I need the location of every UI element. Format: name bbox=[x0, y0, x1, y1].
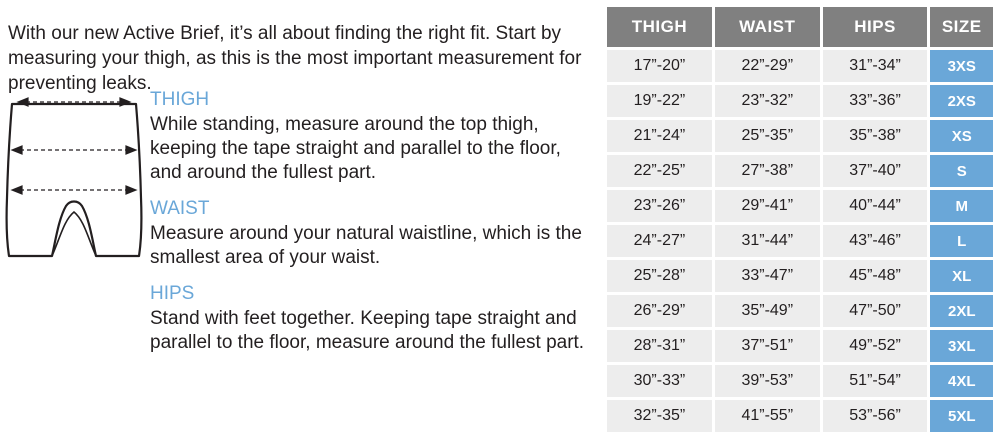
measurement-cell: 21”-24” bbox=[607, 120, 712, 152]
measurement-cell: 33”-47” bbox=[715, 260, 820, 292]
measurement-cell: 28”-31” bbox=[607, 330, 712, 362]
measurement-cell: 31”-34” bbox=[823, 50, 928, 82]
size-cell: XL bbox=[930, 260, 993, 292]
table-body bbox=[607, 50, 993, 432]
size-cell: 3XS bbox=[930, 50, 993, 82]
measurement-cell: 41”-55” bbox=[715, 400, 820, 432]
section-hips-title: HIPS bbox=[150, 283, 195, 304]
measurement-cell: 29”-41” bbox=[715, 190, 820, 222]
measurement-cell: 30”-33” bbox=[607, 365, 712, 397]
table-header-row bbox=[607, 7, 993, 47]
measurement-cell: 23”-32” bbox=[715, 85, 820, 117]
measurement-cell: 22”-25” bbox=[607, 155, 712, 187]
table-row bbox=[607, 295, 993, 327]
size-cell: 5XL bbox=[930, 400, 993, 432]
measurement-cell: 47”-50” bbox=[823, 295, 928, 327]
column-header-thigh: THIGH bbox=[607, 7, 712, 47]
brief-measurement-diagram bbox=[4, 88, 144, 273]
table-row bbox=[607, 50, 993, 82]
section-thigh-title: THIGH bbox=[150, 89, 210, 110]
measurement-cell: 43”-46” bbox=[823, 225, 928, 257]
measurement-cell: 49”-52” bbox=[823, 330, 928, 362]
measurement-cell: 32”-35” bbox=[607, 400, 712, 432]
measurement-cell: 35”-38” bbox=[823, 120, 928, 152]
table-row bbox=[607, 85, 993, 117]
measurement-cell: 51”-54” bbox=[823, 365, 928, 397]
hips-arrow bbox=[12, 186, 136, 194]
measurement-cell: 31”-44” bbox=[715, 225, 820, 257]
section-waist-title: WAIST bbox=[150, 198, 210, 219]
measurement-cell: 37”-40” bbox=[823, 155, 928, 187]
measurement-cell: 17”-20” bbox=[607, 50, 712, 82]
table-row bbox=[607, 260, 993, 292]
section-waist-body: Measure around your natural waistline, which is the smallest area of your waist. bbox=[150, 223, 582, 268]
section-hips-body: Stand with feet together. Keeping tape straight and parallel to the floor, measure around the fullest part. bbox=[150, 308, 585, 353]
size-cell: 2XS bbox=[930, 85, 993, 117]
size-cell: 3XL bbox=[930, 330, 993, 362]
table-row bbox=[607, 365, 993, 397]
size-cell: 2XL bbox=[930, 295, 993, 327]
measurement-cell: 19”-22” bbox=[607, 85, 712, 117]
measurement-cell: 27”-38” bbox=[715, 155, 820, 187]
waist-arrow bbox=[12, 146, 136, 154]
section-thigh-body: While standing, measure around the top thigh, keeping the tape straight and parallel to the floor, and around the fullest part. bbox=[150, 114, 561, 183]
size-cell: L bbox=[930, 225, 993, 257]
table-row bbox=[607, 155, 993, 187]
measurement-cell: 25”-28” bbox=[607, 260, 712, 292]
size-cell: M bbox=[930, 190, 993, 222]
measurement-instructions bbox=[150, 88, 590, 355]
intro-paragraph: With our new Active Brief, it’s all about finding the right fit. Start by measuring your thigh, as this is the most important measurement for preventing leaks. bbox=[8, 23, 582, 94]
measurement-cell: 26”-29” bbox=[607, 295, 712, 327]
column-header-hips: HIPS bbox=[823, 7, 928, 47]
table-row bbox=[607, 225, 993, 257]
table-row bbox=[607, 190, 993, 222]
measurement-cell: 37”-51” bbox=[715, 330, 820, 362]
size-cell: XS bbox=[930, 120, 993, 152]
measurement-cell: 22”-29” bbox=[715, 50, 820, 82]
table-row bbox=[607, 400, 993, 432]
size-cell: 4XL bbox=[930, 365, 993, 397]
measurement-cell: 53”-56” bbox=[823, 400, 928, 432]
measurement-cell: 24”-27” bbox=[607, 225, 712, 257]
measurement-cell: 23”-26” bbox=[607, 190, 712, 222]
size-cell: S bbox=[930, 155, 993, 187]
measurement-cell: 45”-48” bbox=[823, 260, 928, 292]
measurement-cell: 40”-44” bbox=[823, 190, 928, 222]
section-waist bbox=[150, 197, 590, 270]
column-header-size: SIZE bbox=[930, 7, 993, 47]
measurement-cell: 33”-36” bbox=[823, 85, 928, 117]
size-table bbox=[604, 4, 996, 435]
size-chart bbox=[604, 4, 996, 435]
measurement-cell: 39”-53” bbox=[715, 365, 820, 397]
section-thigh bbox=[150, 88, 590, 185]
column-header-waist: WAIST bbox=[715, 7, 820, 47]
table-row bbox=[607, 330, 993, 362]
table-row bbox=[607, 120, 993, 152]
measurement-cell: 35”-49” bbox=[715, 295, 820, 327]
measurement-cell: 25”-35” bbox=[715, 120, 820, 152]
section-hips bbox=[150, 282, 590, 355]
